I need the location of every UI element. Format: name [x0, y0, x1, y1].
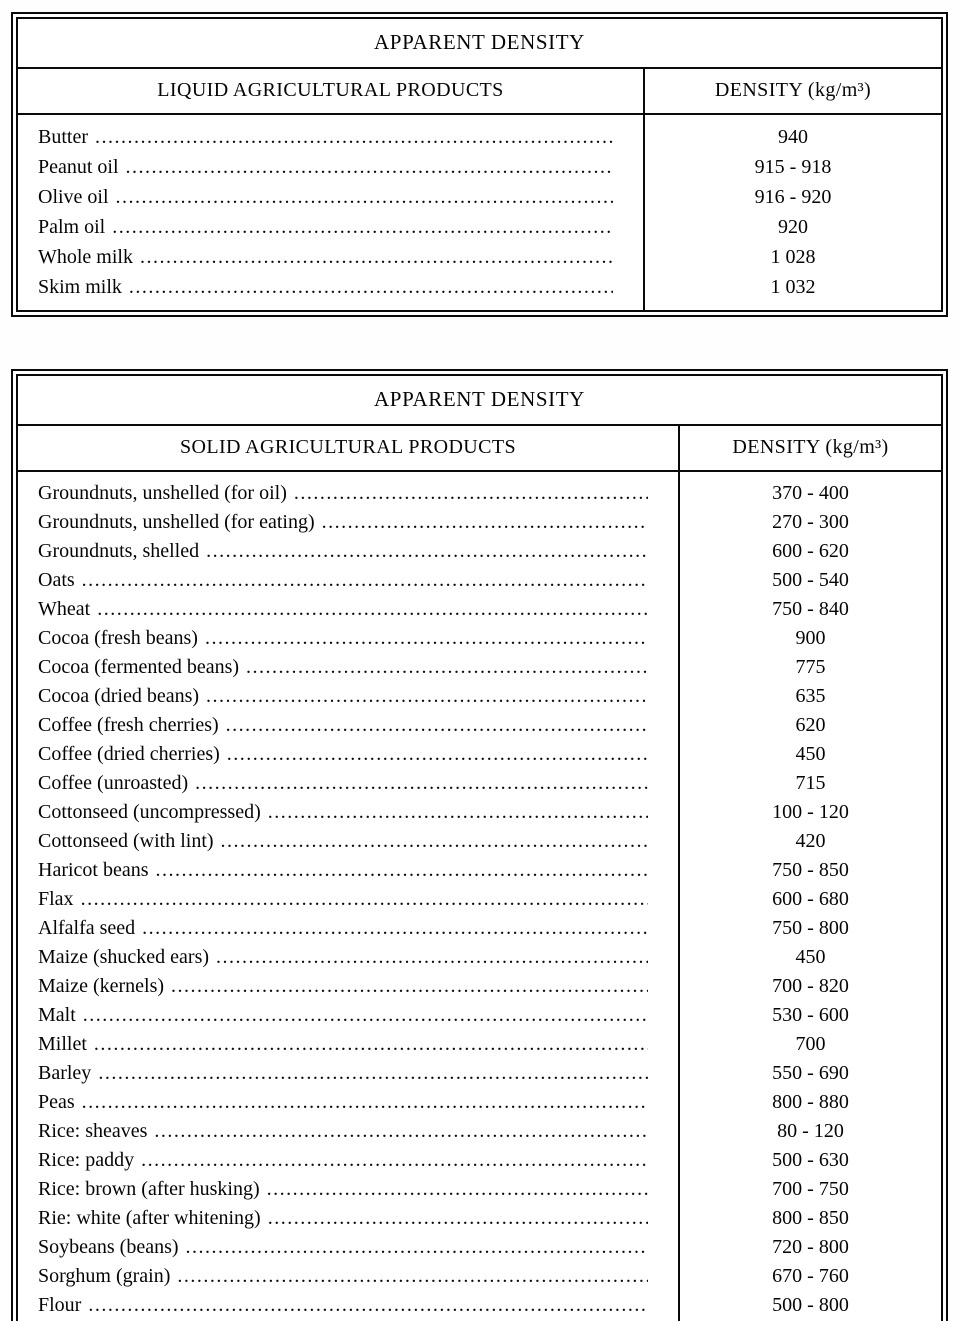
product-name-cell	[18, 1030, 678, 1059]
product-name-cell	[18, 242, 643, 272]
density-value-cell: 420	[795, 830, 826, 852]
density-column-header: DENSITY (kg/m³)	[732, 436, 889, 458]
product-name: Butter	[38, 126, 88, 148]
density-value-cell: 750 - 850	[772, 859, 849, 881]
product-name: Groundnuts, unshelled (for oil)	[38, 482, 287, 504]
dot-leader	[267, 1175, 648, 1204]
product-name: Flax	[38, 888, 74, 910]
table-body	[18, 115, 941, 310]
table-header-row	[18, 69, 941, 115]
product-name: Cottonseed (uncompressed)	[38, 801, 261, 823]
dot-leader	[97, 595, 648, 624]
table-title: APPARENT DENSITY	[18, 376, 941, 426]
product-name-cell	[18, 827, 678, 856]
product-name-cell	[18, 653, 678, 682]
dot-leader	[98, 1059, 648, 1088]
density-value-cell: 80 - 120	[777, 1120, 844, 1142]
product-name: Olive oil	[38, 186, 109, 208]
dot-leader	[82, 1088, 648, 1117]
dot-leader	[82, 566, 648, 595]
product-name: Flour	[38, 1294, 82, 1316]
dot-leader	[294, 479, 648, 508]
density-column	[645, 115, 941, 310]
product-name: Rie: white (after whitening)	[38, 1207, 261, 1229]
product-name-cell	[18, 479, 678, 508]
density-value-cell: 500 - 630	[772, 1149, 849, 1171]
dot-leader	[140, 242, 613, 272]
density-value-cell: 450	[795, 946, 826, 968]
product-name-cell	[18, 1175, 678, 1204]
product-name: Sorghum (grain)	[38, 1265, 171, 1287]
product-name-cell	[18, 595, 678, 624]
product-name-cell	[18, 740, 678, 769]
dot-leader	[195, 769, 648, 798]
dot-leader	[206, 682, 648, 711]
dot-leader	[268, 1204, 648, 1233]
density-value-cell: 450	[795, 743, 826, 765]
product-column	[18, 115, 645, 310]
product-name-cell	[18, 711, 678, 740]
dot-leader	[246, 653, 648, 682]
product-name: Alfalfa seed	[38, 917, 136, 939]
dot-leader	[221, 827, 648, 856]
density-value-cell: 600 - 680	[772, 888, 849, 910]
product-name-cell	[18, 537, 678, 566]
dot-leader	[156, 856, 648, 885]
product-name: Whole milk	[38, 246, 133, 268]
product-name-cell	[18, 624, 678, 653]
table-body	[18, 472, 941, 1321]
product-name-cell	[18, 1146, 678, 1175]
product-name: Oats	[38, 569, 75, 591]
dot-leader	[205, 624, 648, 653]
density-value-cell: 500 - 800	[772, 1294, 849, 1316]
density-value-cell: 750 - 800	[772, 917, 849, 939]
dot-leader	[154, 1117, 648, 1146]
product-name: Coffee (dried cherries)	[38, 743, 220, 765]
dot-leader	[206, 537, 648, 566]
dot-leader	[116, 182, 613, 212]
product-name-cell	[18, 856, 678, 885]
liquid-density-table-frame	[16, 17, 943, 312]
density-value-cell: 100 - 120	[772, 801, 849, 823]
product-name: Cocoa (fresh beans)	[38, 627, 198, 649]
density-value-cell: 500 - 540	[772, 569, 849, 591]
density-value-cell: 600 - 620	[772, 540, 849, 562]
density-value-cell: 900	[795, 627, 826, 649]
product-name: Malt	[38, 1004, 76, 1026]
density-value-cell: 750 - 840	[772, 598, 849, 620]
density-value-cell: 620	[795, 714, 826, 736]
product-name-cell	[18, 943, 678, 972]
density-value-cell: 700 - 750	[772, 1178, 849, 1200]
liquid-density-table	[11, 12, 948, 317]
dot-leader	[216, 943, 648, 972]
density-value-cell: 1 028	[770, 246, 816, 268]
product-name: Palm oil	[38, 216, 106, 238]
product-name: Rice: sheaves	[38, 1120, 148, 1142]
dot-leader	[95, 122, 613, 152]
product-name: Peanut oil	[38, 156, 119, 178]
product-name: Barley	[38, 1062, 92, 1084]
density-value-cell: 940	[778, 126, 808, 148]
product-name: Millet	[38, 1033, 87, 1055]
density-value-cell: 530 - 600	[772, 1004, 849, 1026]
density-value-cell: 720 - 800	[772, 1236, 849, 1258]
product-name: Haricot beans	[38, 859, 149, 881]
dot-leader	[322, 508, 648, 537]
product-name-cell	[18, 1059, 678, 1088]
density-value-cell: 715	[795, 772, 826, 794]
density-value-cell: 916 - 920	[754, 186, 832, 208]
product-name: Coffee (fresh cherries)	[38, 714, 219, 736]
product-name: Wheat	[38, 598, 91, 620]
density-value-cell: 700	[795, 1033, 826, 1055]
product-name-cell	[18, 212, 643, 242]
dot-leader	[226, 711, 648, 740]
product-name-cell	[18, 769, 678, 798]
dot-leader	[88, 1291, 648, 1320]
product-name-cell	[18, 1117, 678, 1146]
density-value-cell: 1 032	[770, 276, 816, 298]
dot-leader	[112, 212, 613, 242]
density-value-cell: 550 - 690	[772, 1062, 849, 1084]
density-column	[680, 472, 941, 1321]
product-name-cell	[18, 1233, 678, 1262]
product-name-cell	[18, 1001, 678, 1030]
dot-leader	[186, 1233, 648, 1262]
dot-leader	[83, 1001, 648, 1030]
dot-leader	[171, 972, 648, 1001]
product-name: Groundnuts, unshelled (for eating)	[38, 511, 315, 533]
density-value-cell: 920	[778, 216, 808, 238]
dot-leader	[94, 1030, 648, 1059]
product-name: Soybeans (beans)	[38, 1236, 179, 1258]
product-name-cell	[18, 508, 678, 537]
dot-leader	[81, 885, 648, 914]
product-name-cell	[18, 1291, 678, 1320]
product-column-header: SOLID AGRICULTURAL PRODUCTS	[18, 426, 680, 470]
product-name-cell	[18, 914, 678, 943]
product-name-cell	[18, 1204, 678, 1233]
dot-leader	[177, 1262, 648, 1291]
product-name-cell	[18, 566, 678, 595]
product-name: Rice: brown (after husking)	[38, 1178, 260, 1200]
dot-leader	[142, 914, 648, 943]
density-value-cell: 370 - 400	[772, 482, 849, 504]
product-name-cell	[18, 182, 643, 212]
product-name: Maize (shucked ears)	[38, 946, 210, 968]
solid-density-table-frame	[16, 374, 943, 1321]
product-column	[18, 472, 680, 1321]
product-name: Coffee (unroasted)	[38, 772, 189, 794]
product-column-header: LIQUID AGRICULTURAL PRODUCTS	[18, 69, 645, 113]
product-name-cell	[18, 798, 678, 827]
product-name: Cocoa (fermented beans)	[38, 656, 240, 678]
density-value-cell: 915 - 918	[754, 156, 832, 178]
product-name: Peas	[38, 1091, 75, 1113]
density-value-cell: 775	[795, 656, 826, 678]
density-value-cell: 270 - 300	[772, 511, 849, 533]
product-name: Skim milk	[38, 276, 122, 298]
solid-density-table	[11, 369, 948, 1321]
density-value-cell: 700 - 820	[772, 975, 849, 997]
product-name-cell	[18, 122, 643, 152]
dot-leader	[126, 152, 613, 182]
product-name: Rice: paddy	[38, 1149, 135, 1171]
dot-leader	[141, 1146, 648, 1175]
dot-leader	[227, 740, 648, 769]
product-name: Maize (kernels)	[38, 975, 165, 997]
dot-leader	[129, 272, 613, 302]
product-name-cell	[18, 682, 678, 711]
density-value-cell: 635	[795, 685, 826, 707]
density-value-cell: 670 - 760	[772, 1265, 849, 1287]
product-name: Cocoa (dried beans)	[38, 685, 200, 707]
density-value-cell: 800 - 850	[772, 1207, 849, 1229]
dot-leader	[268, 798, 648, 827]
product-name: Groundnuts, shelled	[38, 540, 200, 562]
table-header-row	[18, 426, 941, 472]
product-name-cell	[18, 152, 643, 182]
product-name-cell	[18, 972, 678, 1001]
density-value-cell: 800 - 880	[772, 1091, 849, 1113]
density-column-header: DENSITY (kg/m³)	[714, 79, 872, 101]
product-name-cell	[18, 885, 678, 914]
table-title: APPARENT DENSITY	[18, 19, 941, 69]
product-name-cell	[18, 272, 643, 302]
product-name-cell	[18, 1262, 678, 1291]
product-name-cell	[18, 1088, 678, 1117]
product-name: Cottonseed (with lint)	[38, 830, 214, 852]
